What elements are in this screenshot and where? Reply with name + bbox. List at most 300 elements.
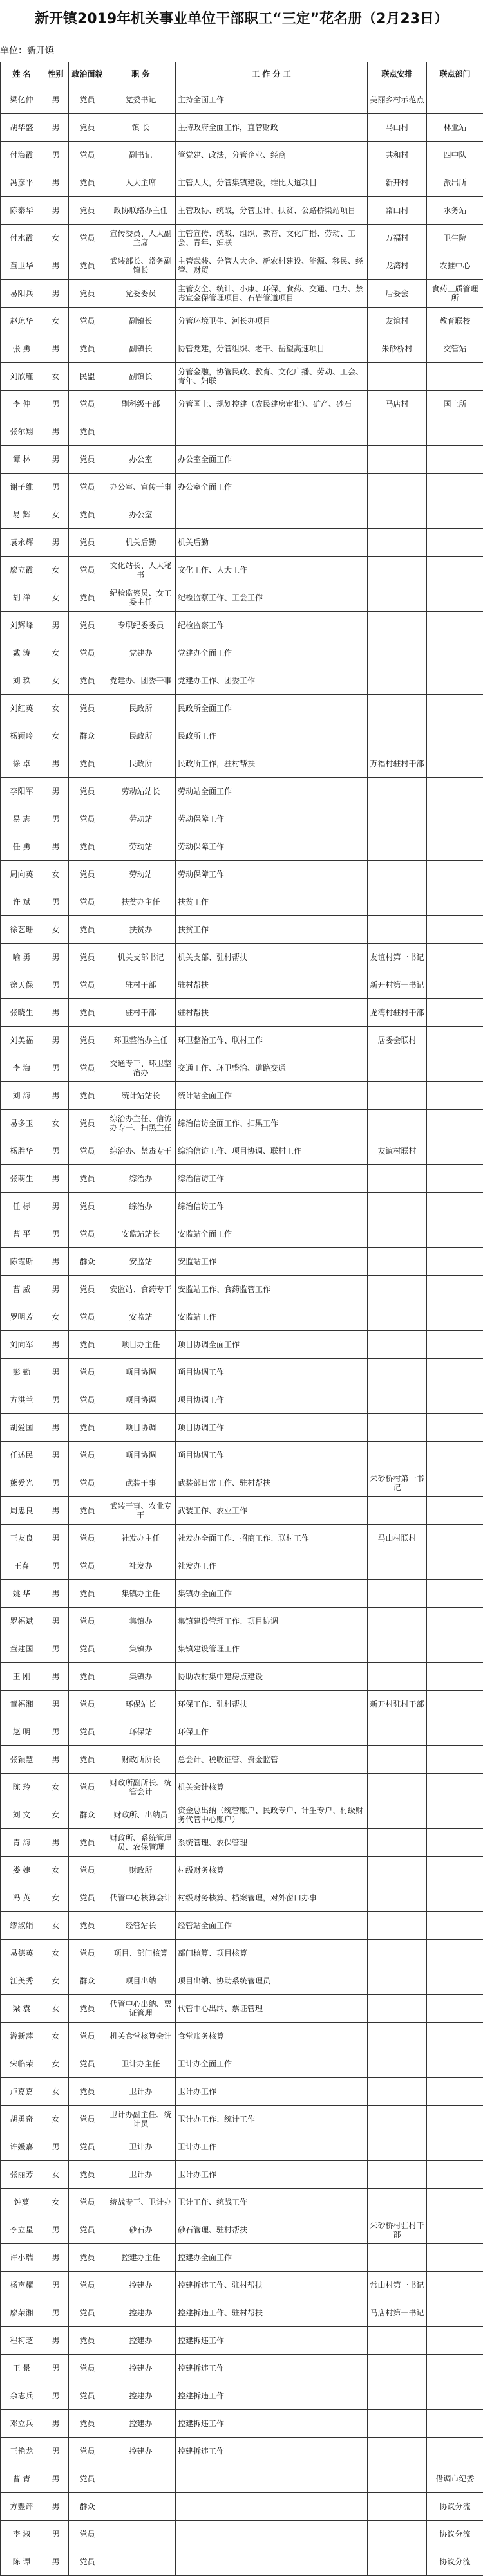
- cell-duty: 部门核算、项目核算: [176, 1940, 368, 1967]
- cell-position: 控建办主任: [106, 2244, 176, 2272]
- table-row: [1, 1718, 483, 1746]
- cell-name: 余志兵: [1, 2382, 43, 2410]
- cell-liaison: [368, 2106, 427, 2133]
- cell-position: 代管中心核算会计: [106, 1884, 176, 1912]
- cell-liaison-dept: [427, 861, 483, 888]
- cell-liaison: [368, 722, 427, 750]
- cell-liaison-dept: [427, 2272, 483, 2299]
- table-row: [1, 1331, 483, 1359]
- cell-liaison: 龙湾村: [368, 252, 427, 280]
- cell-liaison: [368, 1718, 427, 1746]
- cell-liaison: [368, 2493, 427, 2521]
- cell-duty: 综治信访工作: [176, 1193, 368, 1220]
- table-row: [1, 695, 483, 722]
- cell-liaison-dept: [427, 1552, 483, 1580]
- cell-position: 集镇办主任: [106, 1580, 176, 1608]
- cell-liaison: [368, 639, 427, 667]
- cell-party: 党员: [69, 225, 106, 252]
- cell-duty: 主管武装、分管人大企、新农村建设、能源、移民、经管、财贸: [176, 252, 368, 280]
- cell-gender: 男: [43, 2327, 69, 2355]
- unit-label: 单位：新开镇: [0, 41, 483, 59]
- table-row: [1, 1525, 483, 1552]
- cell-party: 群众: [69, 1248, 106, 1276]
- cell-party: 党员: [69, 2078, 106, 2106]
- cell-name: 任述民: [1, 1442, 43, 1469]
- cell-party: 党员: [69, 916, 106, 944]
- cell-position: 控建办: [106, 2299, 176, 2327]
- cell-liaison: 朱砂桥村: [368, 335, 427, 363]
- cell-position: 副科级干部: [106, 391, 176, 418]
- cell-position: 安监站、食药专干: [106, 1276, 176, 1303]
- cell-party: 党员: [69, 1386, 106, 1414]
- cell-gender: 男: [43, 2299, 69, 2327]
- cell-party: 党员: [69, 695, 106, 722]
- table-row: [1, 1940, 483, 1967]
- table-row: [1, 1137, 483, 1165]
- roster-body: [1, 86, 483, 2576]
- cell-name: 赵 明: [1, 1718, 43, 1746]
- cell-liaison-dept: [427, 1027, 483, 1054]
- cell-name: 任 标: [1, 1193, 43, 1220]
- cell-party: 党员: [69, 2244, 106, 2272]
- cell-liaison: [368, 501, 427, 529]
- cell-gender: 男: [43, 474, 69, 501]
- cell-duty: 扶贫工作: [176, 888, 368, 916]
- cell-duty: [176, 2493, 368, 2521]
- cell-duty: 总会计、税收征管、资金监管: [176, 1746, 368, 1774]
- cell-position: [106, 2548, 176, 2576]
- cell-liaison-dept: [427, 1386, 483, 1414]
- table-row: [1, 1635, 483, 1663]
- table-row: [1, 418, 483, 446]
- cell-liaison-dept: 借调市纪委: [427, 2465, 483, 2493]
- table-row: [1, 446, 483, 474]
- cell-party: 党员: [69, 1663, 106, 1691]
- cell-party: 党员: [69, 391, 106, 418]
- cell-duty: 控建拆违工作、驻村帮扶: [176, 2299, 368, 2327]
- cell-liaison: 新开村: [368, 169, 427, 197]
- cell-liaison: 朱砂桥村第一书记: [368, 1469, 427, 1497]
- table-row: [1, 1027, 483, 1054]
- cell-position: 武装部长、常务副镇长: [106, 252, 176, 280]
- cell-position: 财政所: [106, 1857, 176, 1884]
- cell-party: 党员: [69, 1082, 106, 1110]
- cell-name: 杨颖玲: [1, 722, 43, 750]
- cell-duty: 控建拆违工作: [176, 2327, 368, 2355]
- cell-party: 党员: [69, 1469, 106, 1497]
- cell-liaison: 龙湾村驻村干部: [368, 999, 427, 1027]
- cell-liaison-dept: [427, 529, 483, 557]
- cell-party: 党员: [69, 2106, 106, 2133]
- cell-duty: 卫计办工作: [176, 2161, 368, 2189]
- cell-liaison-dept: [427, 971, 483, 999]
- cell-duty: 综治信访工作、项目协调、联村工作: [176, 1137, 368, 1165]
- cell-party: 党员: [69, 1525, 106, 1552]
- table-row: [1, 639, 483, 667]
- cell-duty: 民政所工作，驻村帮扶: [176, 750, 368, 778]
- cell-name: 袁永辉: [1, 529, 43, 557]
- table-row: [1, 1303, 483, 1331]
- cell-liaison-dept: 卫生院: [427, 225, 483, 252]
- cell-name: 刘向军: [1, 1331, 43, 1359]
- cell-duty: 系统管理、农保管理: [176, 1829, 368, 1857]
- cell-duty: 集镇建设管理工作、项目协调: [176, 1608, 368, 1635]
- cell-party: 党员: [69, 667, 106, 695]
- header-duty: 工 作 分 工: [176, 62, 368, 86]
- cell-position: 项目协调: [106, 1414, 176, 1442]
- cell-position: 劳动站站长: [106, 778, 176, 805]
- cell-duty: 综治信访全面工作、扫黑工作: [176, 1110, 368, 1137]
- cell-party: 党员: [69, 1193, 106, 1220]
- cell-party: 党员: [69, 612, 106, 639]
- cell-name: 廖立霞: [1, 557, 43, 584]
- cell-name: 张丽芳: [1, 2161, 43, 2189]
- cell-party: 党员: [69, 1303, 106, 1331]
- cell-name: 方洪兰: [1, 1386, 43, 1414]
- cell-gender: 女: [43, 1801, 69, 1829]
- cell-liaison-dept: [427, 1829, 483, 1857]
- cell-duty: [176, 418, 368, 446]
- cell-party: 党员: [69, 1774, 106, 1801]
- cell-position: [106, 2493, 176, 2521]
- cell-liaison: [368, 1801, 427, 1829]
- cell-duty: 劳动保障工作: [176, 861, 368, 888]
- cell-liaison: [368, 1912, 427, 1940]
- cell-name: 李 淑: [1, 2521, 43, 2548]
- cell-liaison: [368, 1220, 427, 1248]
- cell-duty: 交通工作、环卫整治、道路交通: [176, 1054, 368, 1082]
- cell-party: 党员: [69, 1027, 106, 1054]
- cell-gender: 男: [43, 1469, 69, 1497]
- cell-party: 群众: [69, 1801, 106, 1829]
- cell-liaison-dept: [427, 2410, 483, 2438]
- cell-gender: 女: [43, 557, 69, 584]
- cell-name: 刘 文: [1, 1801, 43, 1829]
- cell-position: 民政所: [106, 750, 176, 778]
- cell-party: 党员: [69, 1746, 106, 1774]
- cell-gender: 男: [43, 142, 69, 169]
- table-row: [1, 529, 483, 557]
- cell-liaison: [368, 2133, 427, 2161]
- cell-liaison: 居委会联村: [368, 1027, 427, 1054]
- cell-name: 李阳军: [1, 778, 43, 805]
- cell-gender: 男: [43, 1635, 69, 1663]
- cell-position: 副镇长: [106, 363, 176, 391]
- cell-liaison: [368, 2465, 427, 2493]
- cell-duty: 项目协调工作: [176, 1359, 368, 1386]
- cell-position: 财政所所长: [106, 1746, 176, 1774]
- cell-gender: 男: [43, 971, 69, 999]
- cell-liaison: 马山村: [368, 114, 427, 142]
- cell-gender: 男: [43, 1525, 69, 1552]
- cell-liaison: 马店村第一书记: [368, 2299, 427, 2327]
- cell-name: 李 仲: [1, 391, 43, 418]
- cell-liaison: [368, 1635, 427, 1663]
- table-row: [1, 2216, 483, 2244]
- cell-liaison-dept: 派出所: [427, 169, 483, 197]
- cell-party: 党员: [69, 1552, 106, 1580]
- cell-name: 胡勇奇: [1, 2106, 43, 2133]
- table-row: [1, 1276, 483, 1303]
- cell-position: 交通专干、环卫整治办: [106, 1054, 176, 1082]
- cell-name: 李 海: [1, 1054, 43, 1082]
- cell-gender: 女: [43, 2023, 69, 2050]
- cell-liaison: [368, 778, 427, 805]
- cell-duty: 卫计工作、统战工作: [176, 2189, 368, 2216]
- cell-duty: 主管安全、统计、小康、环保、食药、交通、电力、禁毒宣金保管理项目、石岩管道项目: [176, 280, 368, 308]
- cell-liaison-dept: [427, 584, 483, 612]
- cell-gender: 女: [43, 639, 69, 667]
- cell-party: 党员: [69, 639, 106, 667]
- cell-name: 易 志: [1, 805, 43, 833]
- table-row: [1, 114, 483, 142]
- cell-name: 冯彦平: [1, 169, 43, 197]
- cell-party: 党员: [69, 1635, 106, 1663]
- cell-gender: 女: [43, 1110, 69, 1137]
- cell-gender: 男: [43, 2272, 69, 2299]
- cell-position: 文化站长、人大秘书: [106, 557, 176, 584]
- cell-liaison-dept: [427, 1635, 483, 1663]
- cell-liaison-dept: 食药工质管理所: [427, 280, 483, 308]
- cell-party: 党员: [69, 2438, 106, 2465]
- table-row: [1, 2548, 483, 2576]
- cell-position: 项目、部门核算: [106, 1940, 176, 1967]
- cell-duty: 控建拆违工作: [176, 2410, 368, 2438]
- cell-gender: 女: [43, 363, 69, 391]
- cell-liaison: 马店村: [368, 391, 427, 418]
- cell-position: 驻村干部: [106, 999, 176, 1027]
- cell-position: 政协联络办主任: [106, 197, 176, 225]
- table-row: [1, 169, 483, 197]
- cell-gender: 男: [43, 1829, 69, 1857]
- cell-liaison: 美丽乡村示范点: [368, 86, 427, 114]
- cell-gender: 男: [43, 1663, 69, 1691]
- cell-name: 刘 玖: [1, 667, 43, 695]
- cell-party: 党员: [69, 1359, 106, 1386]
- cell-position: [106, 418, 176, 446]
- cell-liaison-dept: [427, 363, 483, 391]
- cell-duty: 武装工作、农业工作: [176, 1497, 368, 1525]
- cell-party: 党员: [69, 1940, 106, 1967]
- cell-duty: 环保工作: [176, 1718, 368, 1746]
- cell-position: 综治办主任、信访办专干、扫黑主任: [106, 1110, 176, 1137]
- cell-liaison-dept: [427, 1663, 483, 1691]
- cell-duty: 主管宣传、统战、组织，教育、文化广播、劳动、工会、青年、妇联: [176, 225, 368, 252]
- cell-gender: 男: [43, 2548, 69, 2576]
- cell-liaison: [368, 1497, 427, 1525]
- cell-liaison-dept: 协议分流: [427, 2493, 483, 2521]
- cell-duty: 驻村帮扶: [176, 999, 368, 1027]
- cell-liaison-dept: [427, 2189, 483, 2216]
- cell-name: 戴 涛: [1, 639, 43, 667]
- cell-liaison-dept: [427, 1331, 483, 1359]
- cell-party: 党员: [69, 2023, 106, 2050]
- cell-liaison-dept: [427, 2327, 483, 2355]
- cell-liaison: 新开村第一书记: [368, 971, 427, 999]
- cell-gender: 女: [43, 667, 69, 695]
- cell-liaison: [368, 2189, 427, 2216]
- cell-duty: 安监站工作、食药监管工作: [176, 1276, 368, 1303]
- cell-liaison: [368, 1331, 427, 1359]
- cell-name: 徐艺珊: [1, 916, 43, 944]
- table-row: [1, 778, 483, 805]
- table-row: [1, 1746, 483, 1774]
- cell-liaison-dept: 协议分流: [427, 2521, 483, 2548]
- cell-position: 环卫整治办主任: [106, 1027, 176, 1054]
- cell-party: 党员: [69, 999, 106, 1027]
- table-row: [1, 805, 483, 833]
- cell-liaison: [368, 1248, 427, 1276]
- cell-liaison: [368, 805, 427, 833]
- cell-gender: 男: [43, 888, 69, 916]
- cell-duty: 机关后勤: [176, 529, 368, 557]
- cell-liaison: [368, 2023, 427, 2050]
- table-row: [1, 2493, 483, 2521]
- cell-gender: 男: [43, 418, 69, 446]
- cell-party: 党员: [69, 2050, 106, 2078]
- header-gender: 性别: [43, 62, 69, 86]
- cell-liaison-dept: [427, 1746, 483, 1774]
- table-row: [1, 2299, 483, 2327]
- cell-gender: 女: [43, 1995, 69, 2023]
- cell-gender: 男: [43, 1359, 69, 1386]
- cell-liaison-dept: 四中队: [427, 142, 483, 169]
- cell-duty: 项目协调全面工作: [176, 1331, 368, 1359]
- cell-liaison: 共和村: [368, 142, 427, 169]
- cell-position: 宣传委员、人大副主席: [106, 225, 176, 252]
- cell-duty: 党建办全面工作: [176, 639, 368, 667]
- cell-position: 办公室: [106, 446, 176, 474]
- cell-gender: 女: [43, 695, 69, 722]
- cell-name: 任 勇: [1, 833, 43, 861]
- cell-position: 综治办: [106, 1165, 176, 1193]
- table-row: [1, 1829, 483, 1857]
- cell-liaison: [368, 888, 427, 916]
- table-row: [1, 1912, 483, 1940]
- table-row: [1, 1165, 483, 1193]
- cell-liaison: 万福村: [368, 225, 427, 252]
- cell-party: 民盟: [69, 363, 106, 391]
- cell-liaison-dept: [427, 805, 483, 833]
- cell-liaison: [368, 2438, 427, 2465]
- cell-position: 镇 长: [106, 114, 176, 142]
- cell-liaison-dept: [427, 1193, 483, 1220]
- cell-name: 罗福斌: [1, 1608, 43, 1635]
- cell-liaison: [368, 2410, 427, 2438]
- cell-duty: 机关会计核算: [176, 1774, 368, 1801]
- cell-gender: 男: [43, 2244, 69, 2272]
- cell-party: 党员: [69, 1995, 106, 2023]
- cell-liaison-dept: [427, 1276, 483, 1303]
- cell-party: 党员: [69, 169, 106, 197]
- cell-name: 王友良: [1, 1525, 43, 1552]
- table-row: [1, 2438, 483, 2465]
- cell-duty: 资金总出纳（统管账户、民政专户、计生专户、村级财务代管中心账户）: [176, 1801, 368, 1829]
- cell-party: 党员: [69, 252, 106, 280]
- table-row: [1, 1967, 483, 1995]
- cell-gender: 男: [43, 1746, 69, 1774]
- cell-liaison-dept: [427, 612, 483, 639]
- table-row: [1, 252, 483, 280]
- cell-gender: 男: [43, 1193, 69, 1220]
- header-party: 政治面貌: [69, 62, 106, 86]
- cell-gender: 男: [43, 1276, 69, 1303]
- cell-name: 易 辉: [1, 501, 43, 529]
- cell-name: 梁亿仲: [1, 86, 43, 114]
- cell-liaison-dept: [427, 888, 483, 916]
- cell-party: 党员: [69, 1497, 106, 1525]
- cell-duty: 村级财务核算: [176, 1857, 368, 1884]
- cell-gender: 男: [43, 1137, 69, 1165]
- cell-party: 党员: [69, 142, 106, 169]
- cell-party: 党员: [69, 888, 106, 916]
- cell-name: 张颖慧: [1, 1746, 43, 1774]
- cell-position: 办公室: [106, 501, 176, 529]
- table-row: [1, 142, 483, 169]
- cell-party: 党员: [69, 2272, 106, 2299]
- table-row: [1, 1110, 483, 1137]
- table-row: [1, 833, 483, 861]
- cell-name: 王 景: [1, 2355, 43, 2382]
- cell-party: 党员: [69, 335, 106, 363]
- cell-liaison: [368, 1774, 427, 1801]
- cell-gender: 男: [43, 1580, 69, 1608]
- cell-liaison-dept: [427, 1995, 483, 2023]
- cell-party: 党员: [69, 2299, 106, 2327]
- cell-position: 党委委员: [106, 280, 176, 308]
- cell-name: 张萌生: [1, 1165, 43, 1193]
- cell-duty: 砂石管理、驻村帮扶: [176, 2216, 368, 2244]
- cell-duty: 纪检监察工作: [176, 612, 368, 639]
- cell-party: 党员: [69, 2465, 106, 2493]
- cell-duty: 协管党建，分管组织、老干、岳望高速项目: [176, 335, 368, 363]
- cell-name: 徐 卓: [1, 750, 43, 778]
- table-row: [1, 2382, 483, 2410]
- cell-duty: 管党建、政法，分管企业、经商: [176, 142, 368, 169]
- cell-gender: 女: [43, 1774, 69, 1801]
- cell-gender: 男: [43, 1552, 69, 1580]
- cell-gender: 男: [43, 2521, 69, 2548]
- cell-gender: 男: [43, 252, 69, 280]
- cell-position: 社发办主任: [106, 1525, 176, 1552]
- cell-duty: 控建拆违工作: [176, 2355, 368, 2382]
- cell-duty: 控建拆违工作、驻村帮扶: [176, 2272, 368, 2299]
- cell-position: 经管站长: [106, 1912, 176, 1940]
- cell-position: 武装干事、农业专干: [106, 1497, 176, 1525]
- cell-liaison-dept: [427, 750, 483, 778]
- cell-duty: 民政所全面工作: [176, 695, 368, 722]
- table-row: [1, 1220, 483, 1248]
- cell-gender: 男: [43, 1165, 69, 1193]
- cell-name: 陈 玲: [1, 1774, 43, 1801]
- cell-duty: 代管中心出纳、票证管理: [176, 1995, 368, 2023]
- cell-liaison: 马山村联村: [368, 1525, 427, 1552]
- cell-gender: 女: [43, 1303, 69, 1331]
- cell-duty: 控建拆违工作: [176, 2438, 368, 2465]
- cell-party: 党员: [69, 805, 106, 833]
- cell-gender: 女: [43, 2161, 69, 2189]
- cell-duty: 办公室全面工作: [176, 446, 368, 474]
- cell-name: 梁 袁: [1, 1995, 43, 2023]
- cell-liaison: [368, 1608, 427, 1635]
- cell-position: 项目协调: [106, 1359, 176, 1386]
- cell-name: 王 刚: [1, 1663, 43, 1691]
- cell-liaison: [368, 1580, 427, 1608]
- cell-duty: 控建办全面工作: [176, 2244, 368, 2272]
- cell-position: 统战专干、卫计办: [106, 2189, 176, 2216]
- cell-position: 集镇办: [106, 1608, 176, 1635]
- cell-gender: 男: [43, 1691, 69, 1718]
